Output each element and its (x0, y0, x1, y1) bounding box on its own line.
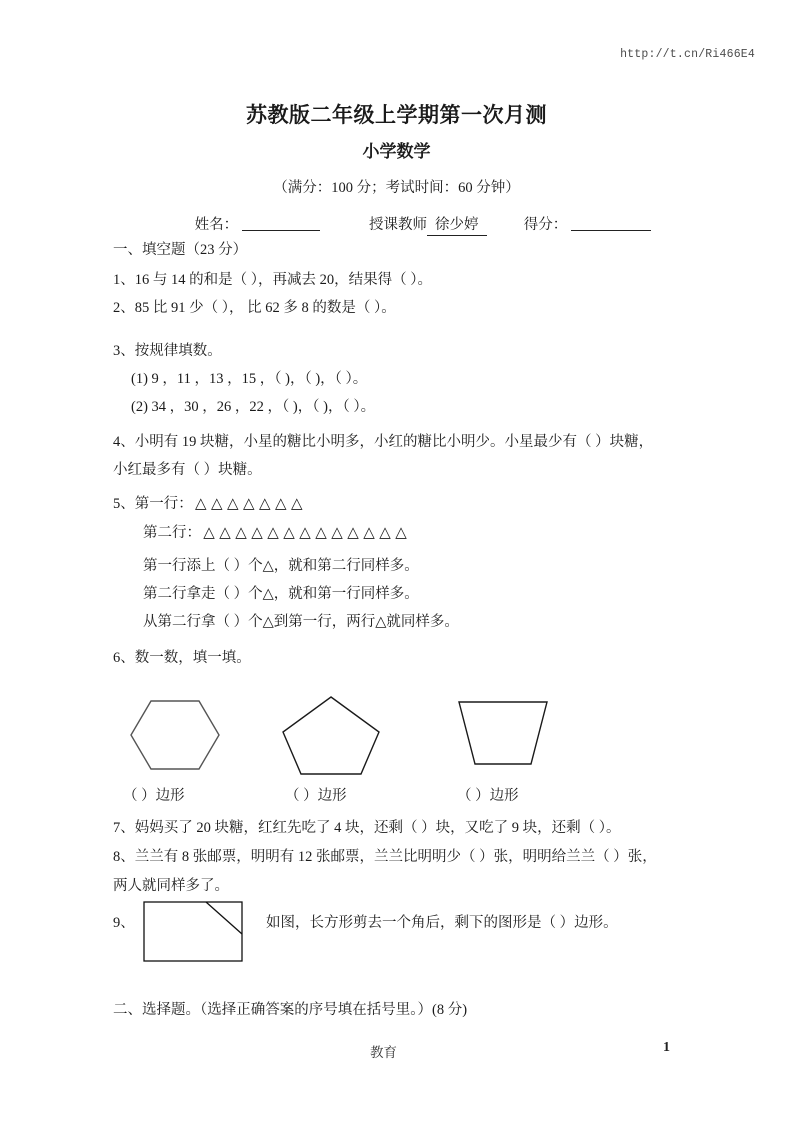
question-8-line-1: 8、兰兰有 8 张邮票，明明有 12 张邮票，兰兰比明明少（ ）张，明明给兰兰（ ）张， (113, 849, 657, 865)
pentagon-shape-icon (278, 692, 384, 778)
triangle-glyph: △ (226, 496, 239, 512)
teacher-label: 授课教师 (369, 217, 427, 233)
name-blank-field[interactable] (242, 216, 320, 231)
question-3-heading: 3、按规律填数。 (113, 343, 222, 359)
question-6-caption-1: （ ）边形 (123, 788, 185, 804)
question-6-caption-3: （ ）边形 (457, 788, 519, 804)
question-5-line-4: 第二行拿走（ ）个△，就和第一行同样多。 (143, 586, 419, 602)
page-subtitle: 小学数学 (362, 142, 431, 161)
question-8-line-2: 两人就同样多了。 (113, 878, 229, 894)
question-5-line-5: 从第二行拿（ ）个△到第一行，两行△就同样多。 (143, 614, 459, 630)
question-9-index: 9、 (113, 915, 135, 931)
section-heading-multiple-choice: 二、选择题。（选择正确答案的序号填在括号里。）(8 分) (113, 1002, 468, 1018)
footer-label: 教育 (370, 1045, 397, 1060)
name-label: 姓名： (194, 217, 239, 233)
triangle-glyph: △ (210, 496, 223, 512)
triangle-glyph: △ (242, 496, 255, 512)
triangle-glyph: △ (219, 525, 231, 541)
question-2: 2、85 比 91 少（ ）， 比 62 多 8 的数是（ ）。 (113, 300, 396, 316)
student-info-line (113, 213, 683, 236)
page-title: 苏教版二年级上学期第一次月测 (246, 104, 547, 127)
triangle-row-second (201, 523, 409, 543)
triangle-glyph: △ (379, 525, 391, 541)
question-5-line-3: 第一行添上（ ）个△，就和第二行同样多。 (143, 558, 419, 574)
trapezoid-shape-icon (453, 696, 553, 772)
question-1: 1、16 与 14 的和是（ ），再减去 20，结果得（ ）。 (113, 272, 432, 288)
question-7: 7、妈妈买了 20 块糖，红红先吃了 4 块，还剩（ ）块，又吃了 9 块，还剩（ ）。 (113, 820, 621, 836)
cut-rectangle-figure-icon (143, 901, 243, 963)
footer-page-number: 1 (663, 1040, 670, 1055)
question-5-row-1 (113, 494, 305, 514)
triangle-glyph: △ (258, 496, 271, 512)
triangle-glyph: △ (315, 525, 327, 541)
triangle-glyph: △ (363, 525, 375, 541)
triangle-row-first (193, 494, 305, 514)
score-blank-field[interactable] (571, 216, 651, 231)
triangle-glyph: △ (283, 525, 295, 541)
question-6-shapes-area (113, 688, 685, 803)
hexagon-shape-icon (127, 694, 223, 776)
teacher-value: 徐少婷 (427, 213, 487, 236)
triangle-glyph: △ (194, 496, 207, 512)
exam-meta-line: （满分：100 分；考试时间：60 分钟） (273, 180, 520, 196)
triangle-glyph: △ (251, 525, 263, 541)
question-5-row-1-label: 5、第一行： (113, 496, 193, 512)
question-5-row-2-label: 第二行： (143, 525, 201, 541)
question-4-line-1: 4、小明有 19 块糖，小星的糖比小明多，小红的糖比小明少。小星最少有（ ）块糖， (113, 434, 654, 450)
triangle-glyph: △ (331, 525, 343, 541)
score-label: 得分： (523, 217, 568, 233)
question-6-heading: 6、数一数，填一填。 (113, 650, 251, 666)
question-3-part-a: (1) 9 ，11 ，13 ，15 ，（ )，（ )，（ ）。 (131, 371, 368, 387)
triangle-glyph: △ (274, 496, 287, 512)
source-url-watermark: http://t.cn/Ri466E4 (620, 48, 755, 61)
triangle-glyph: △ (290, 496, 303, 512)
question-3-part-b: (2) 34 ，30 ，26 ，22 ，（ )，（ )，（ ）。 (131, 399, 376, 415)
question-6-caption-2: （ ）边形 (285, 788, 347, 804)
triangle-glyph: △ (395, 525, 407, 541)
triangle-glyph: △ (267, 525, 279, 541)
question-5-row-2 (113, 523, 409, 543)
triangle-glyph: △ (347, 525, 359, 541)
triangle-glyph: △ (203, 525, 215, 541)
section-heading-fill-in-blanks: 一、填空题（23 分） (113, 242, 248, 258)
triangle-glyph: △ (299, 525, 311, 541)
question-9-text: 如图，长方形剪去一个角后，剩下的图形是（ ）边形。 (266, 915, 618, 931)
question-4-line-2: 小红最多有（ ）块糖。 (113, 462, 262, 478)
triangle-glyph: △ (235, 525, 247, 541)
